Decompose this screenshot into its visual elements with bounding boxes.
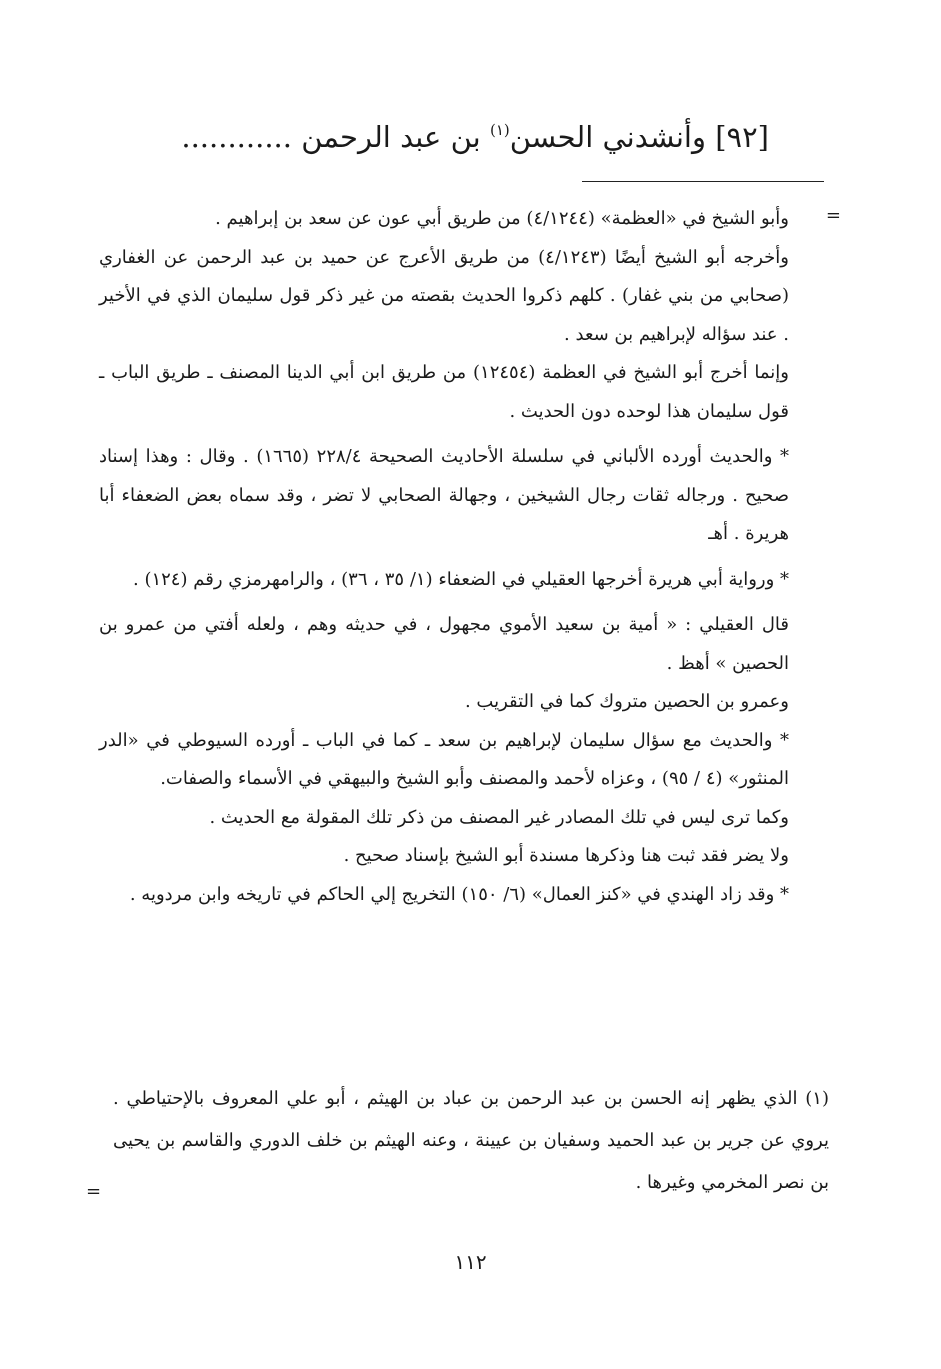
continuation-mark-top: = — [825, 205, 841, 226]
paragraph: * والحديث مع سؤال سليمان لإبراهيم بن سعد ـ كما في الباب ـ أورده السيوطي في «الدر المنثور» (٤ / ٩٥) ، وعزاه لأحمد والمصنف وأبو الشيخ والبيهقي في الأسماء والصفات. — [99, 729, 789, 789]
paragraph: * وقد زاد الهندي في «كنز العمال» (٦/ ١٥٠) التخريج إلي الحاكم في تاريخه وابن مردويه . — [129, 883, 789, 905]
page-number: ١١٢ — [454, 1250, 487, 1274]
footnotes — [113, 1078, 829, 1204]
paragraph: قال العقيلي : « أمية بن سعيد الأموي مجهول ، في حديثه وهم ، ولعله أفتي من عمرو بن الحصين » أهظ . — [99, 614, 789, 674]
paragraph: ولا يضر فقد ثبت هنا وذكرها مسندة أبو الشيخ بإسناد صحيح . — [343, 845, 789, 866]
paragraph: وكما ترى ليس في تلك المصادر غير المصنف من ذكر تلك المقولة مع الحديث . — [209, 806, 789, 828]
section-heading — [129, 108, 769, 159]
paragraph: وأخرجه أبو الشيخ أيضًا (٤/١٢٤٣) من طريق الأعرج عن حميد بن عبد الرحمن عن الغفاري (صحابي من بني غفار) . كلهم ذكروا الحديث بقصته من غير ذكر قول سليمان الذي في الأخير . عند سؤاله لإبراهيم بن سعد . — [99, 246, 789, 345]
paragraph: * والحديث أورده الألباني في سلسلة الأحاديث الصحيحة ٢٢٨/٤ (١٦٦٥) . وقال : وهذا إسناد صحيح . ورجاله ثقات رجال الشيخين ، وجهالة الصحابي لا تضر ، وقد سماه بعض الضعفاء أبا هريرة . أهـ — [99, 446, 789, 544]
paragraph: وعمرو بن الحصين متروك كما في التقريب . — [464, 691, 789, 712]
continuation-mark-bottom: = — [86, 1181, 102, 1202]
paragraph: وأبو الشيخ في «العظمة» (٤/١٢٤٤) من طريق أبي عون عن سعد بن إبراهيم . — [215, 208, 789, 229]
main-text — [99, 200, 789, 914]
paragraph: * ورواية أبي هريرة أخرجها العقيلي في الضعفاء (١/ ٣٥ ، ٣٦) ، والرامهرمزي رقم (١٢٤) . — [133, 568, 789, 590]
footnote-1: (١) الذي يظهر إنه الحسن بن عبد الرحمن بن عباد بن الهيثم ، أبو علي المعروف بالإحتياطي . يروي عن جرير بن عبد الحميد وسفيان بن عيينة ، وعنه الهيثم بن خلف الدوري والقاسم بن يحيى بن نصر المخرمي وغيرها . — [113, 1088, 829, 1193]
footnote-ref[interactable]: (١) — [489, 121, 510, 139]
heading-rest: بن عبد الرحمن ............ — [181, 120, 481, 154]
heading-main: [٩٢] وأنشدني الحسن — [509, 120, 769, 154]
paragraph: وإنما أخرج أبو الشيخ في العظمة (١٢٤٥٤) من طريق ابن أبي الدينا المصنف ـ طريق الباب ـ قول سليمان هذا لوحده دون الحديث . — [99, 362, 789, 422]
heading-separator-rule — [582, 181, 824, 182]
